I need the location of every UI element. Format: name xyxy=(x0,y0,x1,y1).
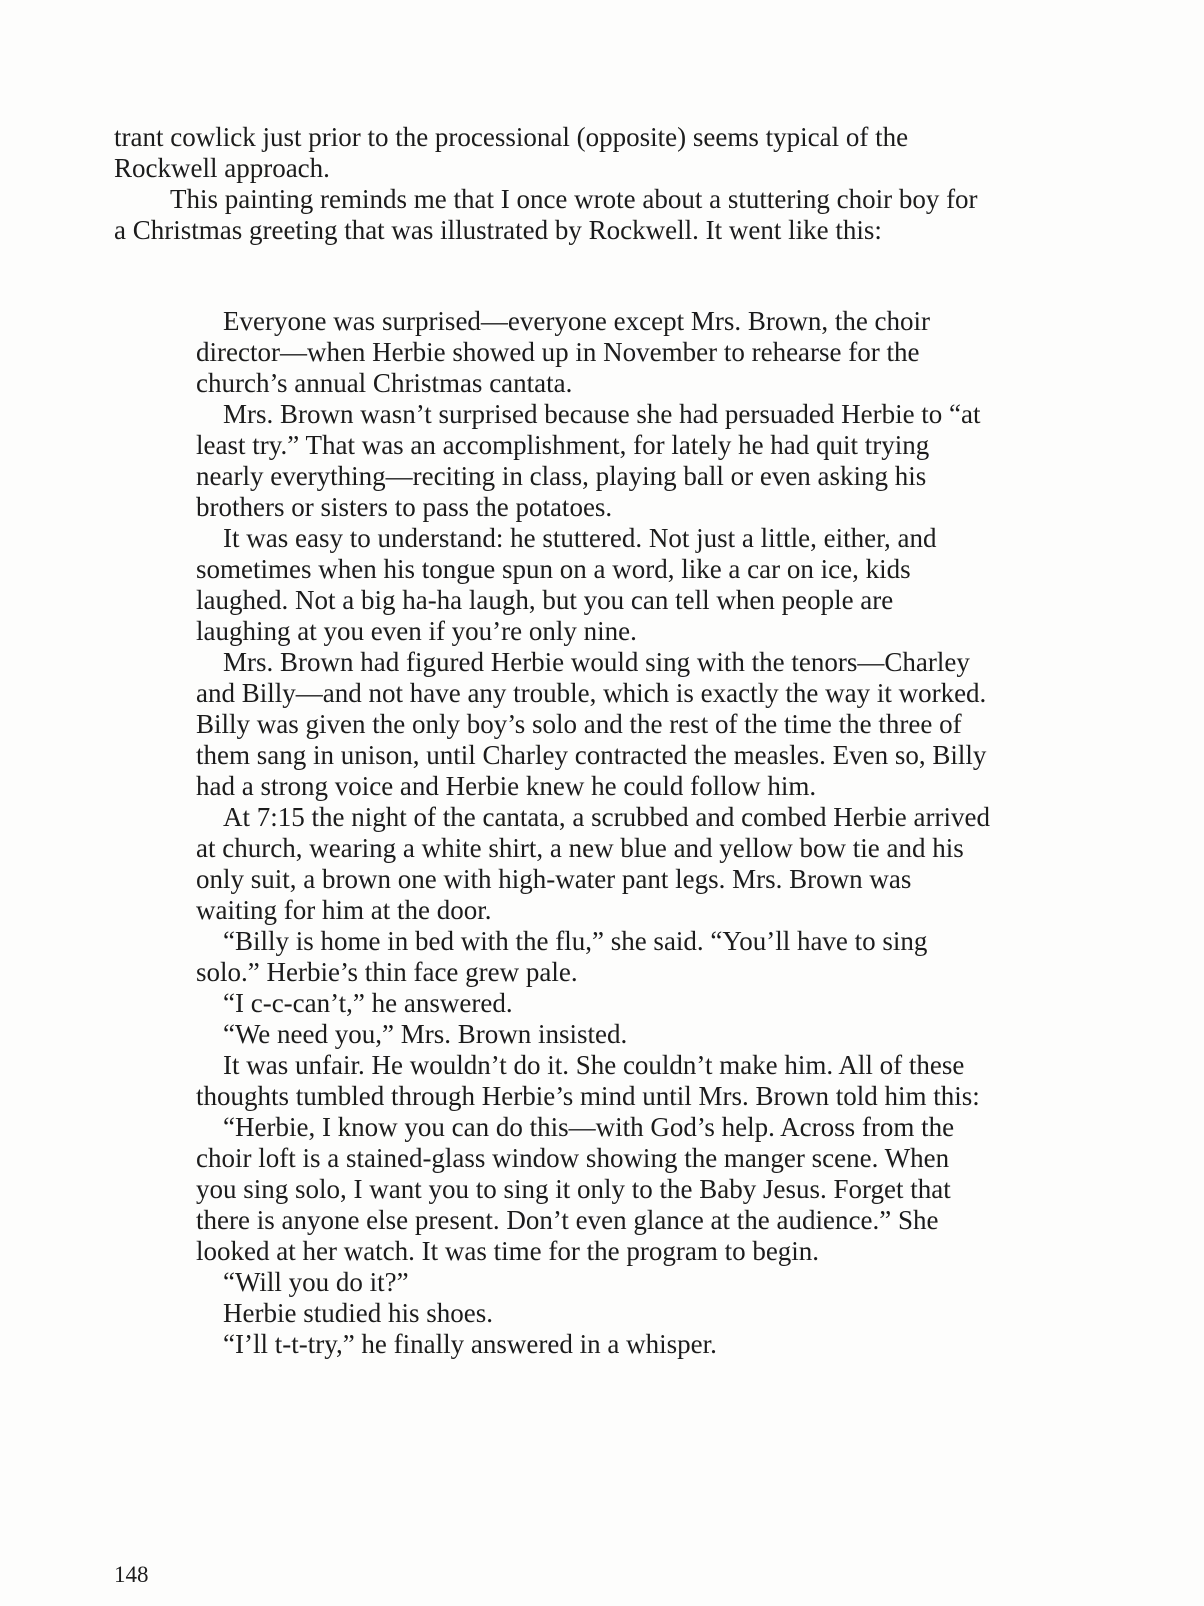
story-paragraph: “I c-c-can’t,” he answered. xyxy=(223,988,513,1018)
intro-paragraph: This painting reminds me that I once wrote about a stuttering choir boy for a Christmas greeting that was illustrated by Rockwell. It went like this: xyxy=(114,184,978,245)
quoted-story xyxy=(196,306,992,1360)
intro-text xyxy=(114,122,994,246)
story-paragraph: Mrs. Brown wasn’t surprised because she had persuaded Herbie to “at least try.” That was an accomplishment, for lately he had quit trying nearly everything—reciting in class, playing ball or even asking his brothers or sisters to pass the potatoes. xyxy=(196,399,981,522)
story-paragraph: Mrs. Brown had figured Herbie would sing with the tenors—Charley and Billy—and not have any trouble, which is exactly the way it worked. Billy was given the only boy’s solo and the rest of the time the three of them sang in unison, until Charley contracted the measles. Even so, Billy had a strong voice and Herbie knew he could follow him. xyxy=(196,647,987,801)
story-paragraph: “Will you do it?” xyxy=(223,1267,409,1297)
story-paragraph: At 7:15 the night of the cantata, a scrubbed and combed Herbie arrived at church, wearing a white shirt, a new blue and yellow bow tie and his only suit, a brown one with high-water pant legs. Mrs. Brown was waiting for him at the door. xyxy=(196,802,990,925)
story-paragraph: Everyone was surprised—everyone except Mrs. Brown, the choir director—when Herbie showed up in November to rehearse for the church’s annual Christmas cantata. xyxy=(196,306,931,398)
intro-continuation: trant cowlick just prior to the processional (opposite) seems typical of the Rockwell approach. xyxy=(114,122,909,183)
story-paragraph: It was easy to understand: he stuttered. Not just a little, either, and sometimes when his tongue spun on a word, like a car on ice, kids laughed. Not a big ha-ha laugh, but you can tell when people are laughing at you even if you’re only nine. xyxy=(196,523,937,646)
story-paragraph: “I’ll t-t-try,” he finally answered in a whisper. xyxy=(223,1329,717,1359)
story-paragraph: Herbie studied his shoes. xyxy=(223,1298,493,1328)
story-paragraph: “Herbie, I know you can do this—with God’s help. Across from the choir loft is a stained-glass window showing the manger scene. When you sing solo, I want you to sing it only to the Baby Jesus. Forget that there is anyone else present. Don’t even glance at the audience.” She looked at her watch. It was time for the program to begin. xyxy=(196,1112,955,1266)
page-number: 148 xyxy=(114,1562,149,1587)
story-paragraph: “We need you,” Mrs. Brown insisted. xyxy=(223,1019,628,1049)
story-paragraph: “Billy is home in bed with the flu,” she said. “You’ll have to sing solo.” Herbie’s thin face grew pale. xyxy=(196,926,928,987)
story-paragraph: It was unfair. He wouldn’t do it. She couldn’t make him. All of these thoughts tumbled through Herbie’s mind until Mrs. Brown told him this: xyxy=(196,1050,980,1111)
